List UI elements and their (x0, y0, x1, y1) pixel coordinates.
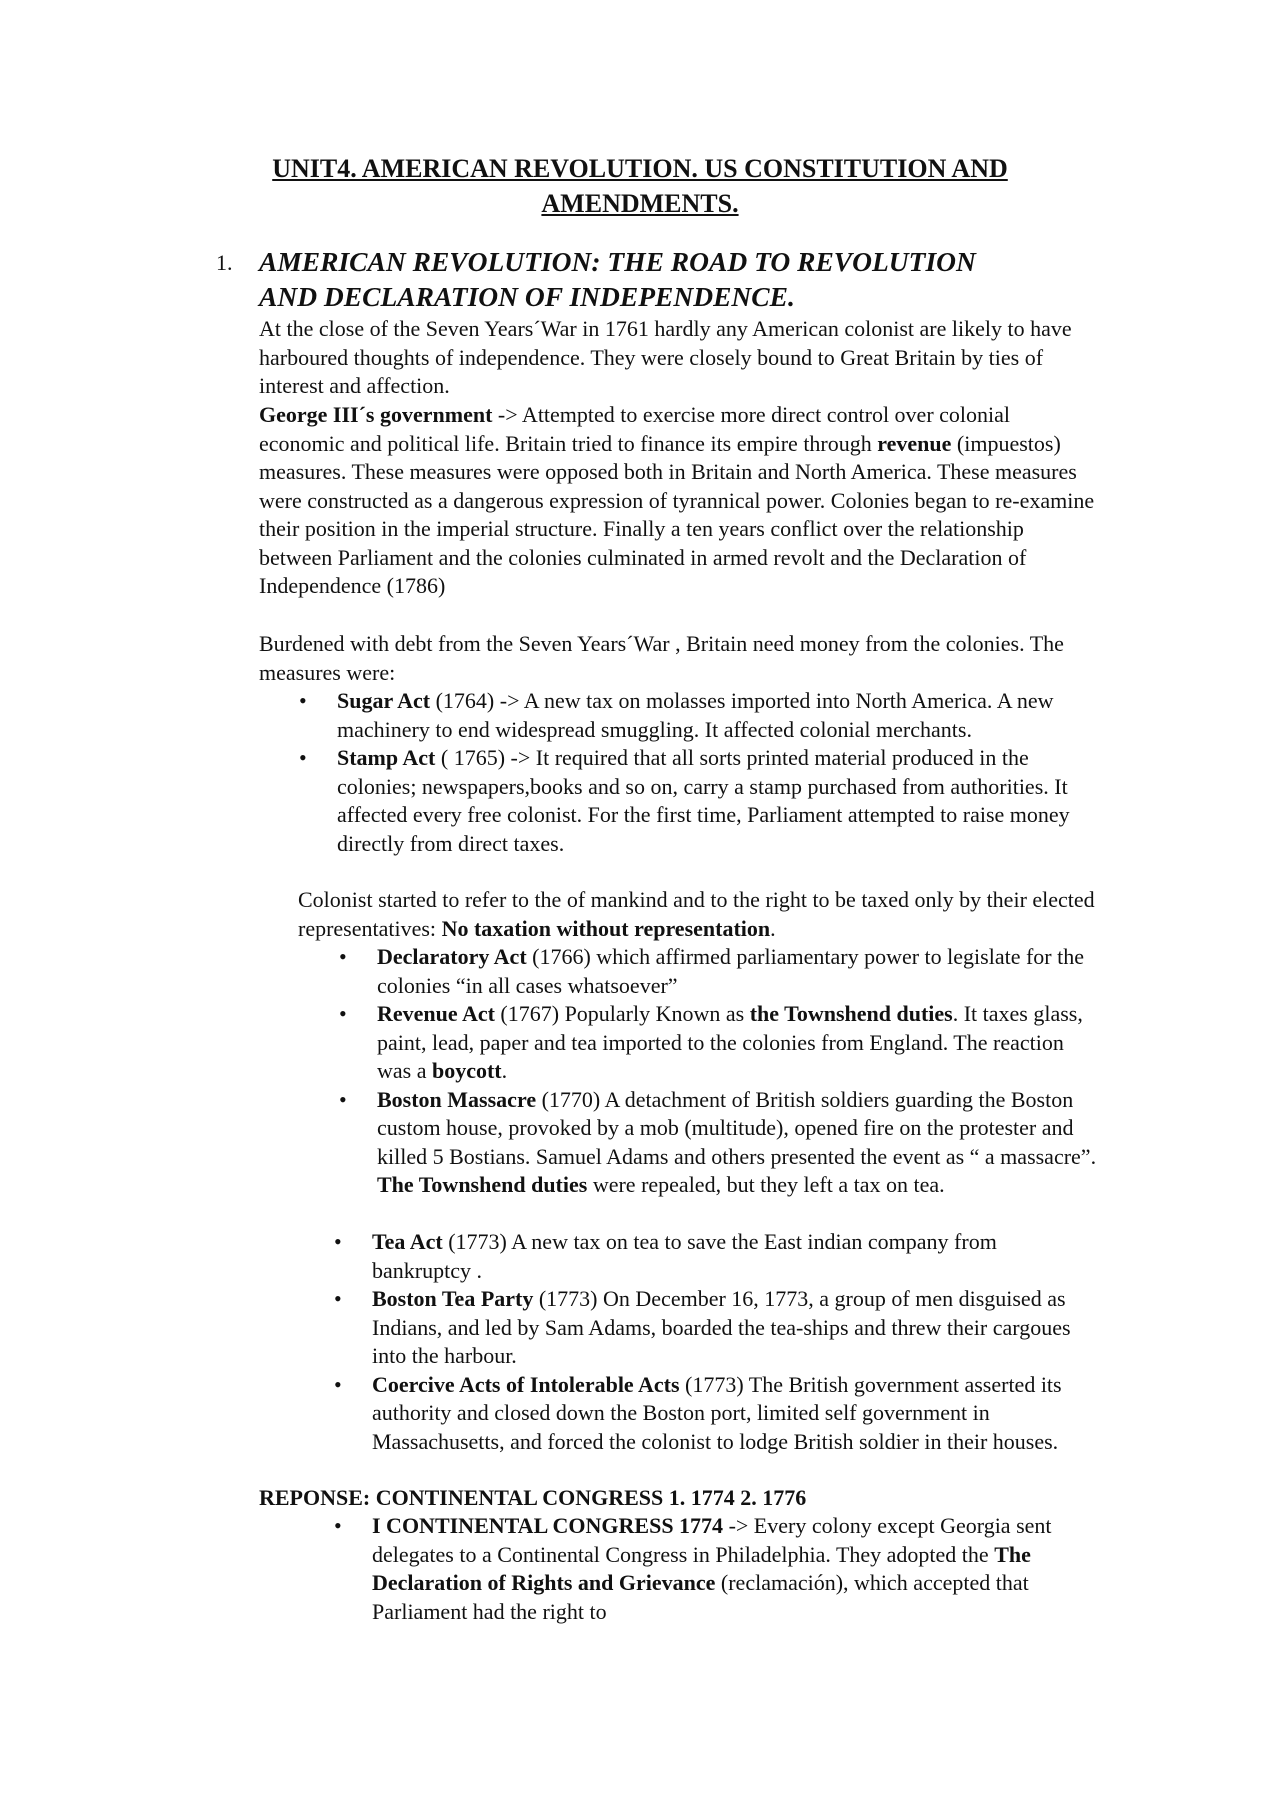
section-heading-text (259, 244, 1096, 314)
boston-tea-party-text: (1773) On December 16, 1773, a group of men disguised as Indians, and led by Sam Adams, boarded the tea-ships and threw their cargoues into the harbour. (372, 1286, 1071, 1368)
bullet-icon: • (299, 745, 307, 770)
taxation-text-b: . (770, 915, 776, 941)
declaratory-act-label: Declaratory Act (377, 944, 527, 969)
list-item-sugar-act (299, 687, 1097, 744)
title-line-1: UNIT4. AMERICAN REVOLUTION. US CONSTITUTION AND (272, 154, 1008, 183)
stamp-act-text: ( 1765) -> It required that all sorts printed material produced in the colonies; newspapers,books and so on, carry a stamp purchased from authorities. It affected every free colonist. For the first time, Parliament attempted to raise money directly from direct taxes. (337, 745, 1070, 856)
sugar-act-label: Sugar Act (337, 688, 431, 713)
townshend-repealed-text: were repealed, but they left a tax on tea. (587, 1172, 945, 1197)
document-title (200, 151, 1080, 221)
bullet-icon: • (339, 1001, 347, 1026)
boston-massacre-text: (1770) A detachment of British soldiers guarding the Boston custom house, provoked by a mob (multitude), opened fire on the protester and killed 5 Bostians. Samuel Adams and others presented the event as “ a massacre”. (377, 1086, 1097, 1169)
list-item-tea-act (334, 1228, 1097, 1285)
paragraph-taxation (298, 886, 1098, 943)
coercive-acts-text: (1773) The British government asserted its authority and closed down the Boston port, limited self government in Massachusetts, and forced the colonist to lodge British soldier in their houses. (372, 1371, 1062, 1454)
paragraph-burdened: Burdened with debt from the Seven Years´War , Britain need money from the colonies. The measures were: (259, 631, 1064, 685)
list-item-declaratory-act (339, 943, 1097, 1000)
boston-tea-party-label: Boston Tea Party (372, 1286, 534, 1311)
stamp-act-label: Stamp Act (337, 745, 436, 770)
bullet-icon: • (334, 1371, 342, 1397)
bullet-icon: • (334, 1513, 342, 1538)
declaration-of-rights-label: The Declaration of Rights and Grievance (372, 1541, 1031, 1595)
bullet-icon: • (339, 1086, 347, 1112)
revenue-label: revenue (877, 430, 952, 456)
tea-act-label: Tea Act (372, 1229, 443, 1254)
revenue-act-label: Revenue Act (377, 1001, 495, 1026)
list-item-first-continental-congress (334, 1512, 1097, 1626)
list-item-stamp-act (299, 744, 1097, 858)
taxation-slogan: No taxation without representation (441, 915, 771, 941)
boston-massacre-label: Boston Massacre (377, 1086, 537, 1112)
first-congress-text-a: -> Every colony except Georgia sent delegates to a Continental Congress in Philadelphia. They adopted the (372, 1513, 1052, 1567)
bullet-icon: • (299, 688, 307, 713)
measures-list (299, 687, 1097, 858)
george-iii-text-a: -> Attempted to exercise more direct control over colonial economic and political life. Britain tried to finance its empire through (259, 402, 1011, 456)
section-number: 1. (216, 250, 233, 275)
bullet-icon: • (334, 1229, 342, 1254)
congress-list (334, 1512, 1097, 1626)
sugar-act-text: (1764) -> A new tax on molasses imported into North America. A new machinery to end widespread smuggling. It affected colonial merchants. (337, 688, 1054, 742)
first-congress-text-b: (reclamación), which accepted that Parliament had the right to (372, 1570, 1029, 1624)
list-item-revenue-act (339, 1000, 1097, 1086)
paragraph-george-iii (259, 401, 1097, 601)
acts-list (339, 943, 1097, 1200)
revenue-act-text-c: . (501, 1058, 508, 1083)
revenue-act-text-a: (1767) Popularly Known as (494, 1001, 750, 1026)
first-congress-label: I CONTINENTAL CONGRESS 1774 (372, 1513, 724, 1538)
george-iii-label: George III´s government (259, 402, 493, 427)
list-item-boston-tea-party (334, 1285, 1097, 1371)
george-iii-text-b: (impuestos) measures. These measures were opposed both in Britain and North America. These measures were constructed as a dangerous expression of tyrannical power. Colonies began to re-examine their position in the imperial structure. Finally a ten years conflict over the relationship between Parliament and the colonies culminated in armed revolt and the Declaration of Independence (1786) (259, 430, 1095, 598)
taxation-text-a: Colonist started to refer to the of mankind and to the right to be taxed only by their elected representatives: (298, 887, 1095, 941)
section-heading (216, 244, 1096, 314)
paragraph-intro: At the close of the Seven Years´War in 1761 hardly any American colonist are likely to have harboured thoughts of independence. They were closely bound to Great Britain by ties of interest and affection. (259, 316, 1072, 398)
boycott-label: boycott (431, 1058, 502, 1083)
bullet-icon: • (334, 1286, 342, 1311)
title-line-2: AMENDMENTS. (541, 189, 739, 218)
townshend-repealed-label: The Townshend duties (377, 1172, 588, 1197)
section-heading-line-2: AND DECLARATION OF INDEPENDENCE. (259, 281, 795, 312)
list-item-boston-massacre (339, 1086, 1097, 1172)
section-heading-line-1: AMERICAN REVOLUTION: THE ROAD TO REVOLUTION (259, 246, 976, 277)
coercive-acts-label: Coercive Acts of Intolerable Acts (372, 1371, 680, 1397)
reponse-heading: REPONSE: CONTINENTAL CONGRESS 1. 1774 2. 1776 (259, 1485, 807, 1510)
declaratory-act-text: (1766) which affirmed parliamentary power to legislate for the colonies “in all cases whatsoever” (377, 944, 1084, 998)
list-item-townshend-repealed (377, 1171, 1097, 1200)
townshend-duties-label: the Townshend duties (749, 1001, 953, 1026)
revenue-act-text-b: . It taxes glass, paint, lead, paper and tea imported to the colonies from England. The reaction was a (377, 1001, 1083, 1083)
list-item-coercive-acts (334, 1371, 1097, 1457)
tea-act-text: (1773) A new tax on tea to save the East indian company from bankruptcy . (372, 1229, 997, 1283)
tea-acts-list (334, 1228, 1097, 1456)
bullet-icon: • (339, 944, 347, 969)
